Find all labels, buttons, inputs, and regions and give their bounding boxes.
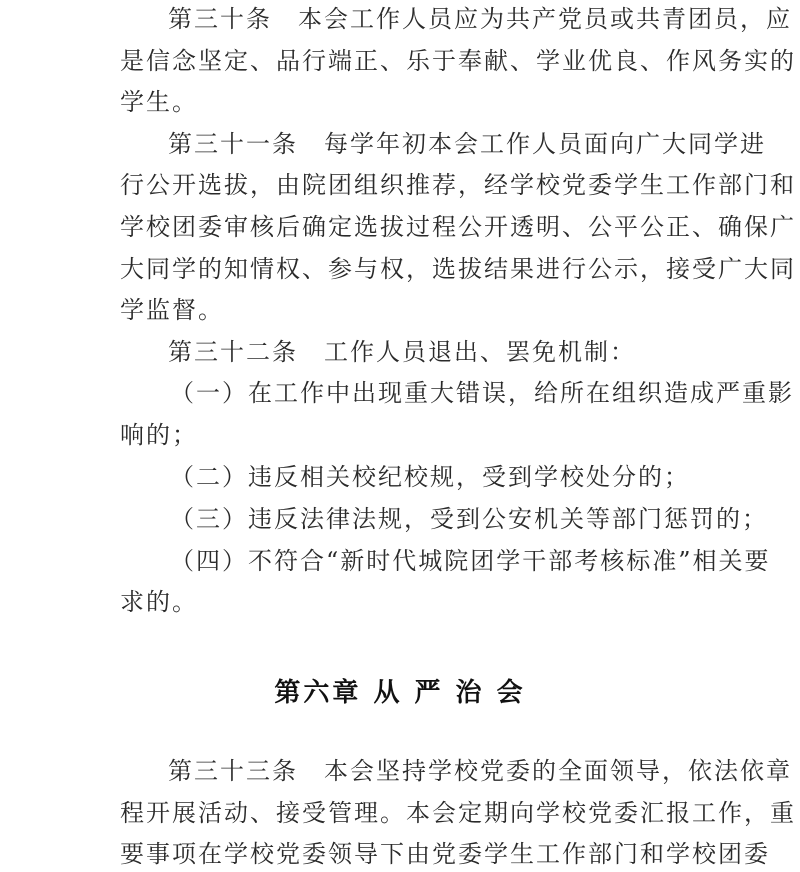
article-30-line-1: 第三十条 本会工作人员应为共产党员或共青团员，应 [168,5,792,33]
article-32-item-1-line-2: 响的； [120,421,198,449]
article-31-line-1: 第三十一条 每学年初本会工作人员面向广大同学进 [168,130,766,158]
article-33-line-2: 程开展活动、接受管理。本会定期向学校党委汇报工作，重 [120,799,796,827]
article-30-line-2: 是信念坚定、品行端正、乐于奉献、学业优良、作风务实的 [120,47,796,75]
article-33-line-1: 第三十三条 本会坚持学校党委的全面领导，依法依章 [168,757,792,785]
article-32-item-1-line-1: （一）在工作中出现重大错误，给所在组织造成严重影 [170,379,794,407]
article-31-line-4: 大同学的知情权、参与权，选拔结果进行公示，接受广大同 [120,255,796,283]
article-33-line-3: 要事项在学校党委领导下由党委学生工作部门和学校团委 [120,840,770,868]
article-32-item-4-line-1: （四）不符合“新时代城院团学干部考核标准”相关要 [170,547,771,575]
chapter-6-title: 第六章 从 严 治 会 [274,678,526,708]
article-32-item-4-line-2: 求的。 [120,588,198,616]
article-32-item-3: （三）违反法律法规，受到公安机关等部门惩罚的； [170,505,768,533]
article-32-heading: 第三十二条 工作人员退出、罢免机制： [168,338,636,366]
article-31-line-2: 行公开选拔，由院团组织推荐，经学校党委学生工作部门和 [120,171,796,199]
article-31-line-3: 学校团委审核后确定选拔过程公开透明、公平公正、确保广 [120,213,796,241]
article-30-line-3: 学生。 [120,88,198,116]
article-32-item-2: （二）违反相关校纪校规，受到学校处分的； [170,463,690,491]
article-31-line-5: 学监督。 [120,296,224,324]
